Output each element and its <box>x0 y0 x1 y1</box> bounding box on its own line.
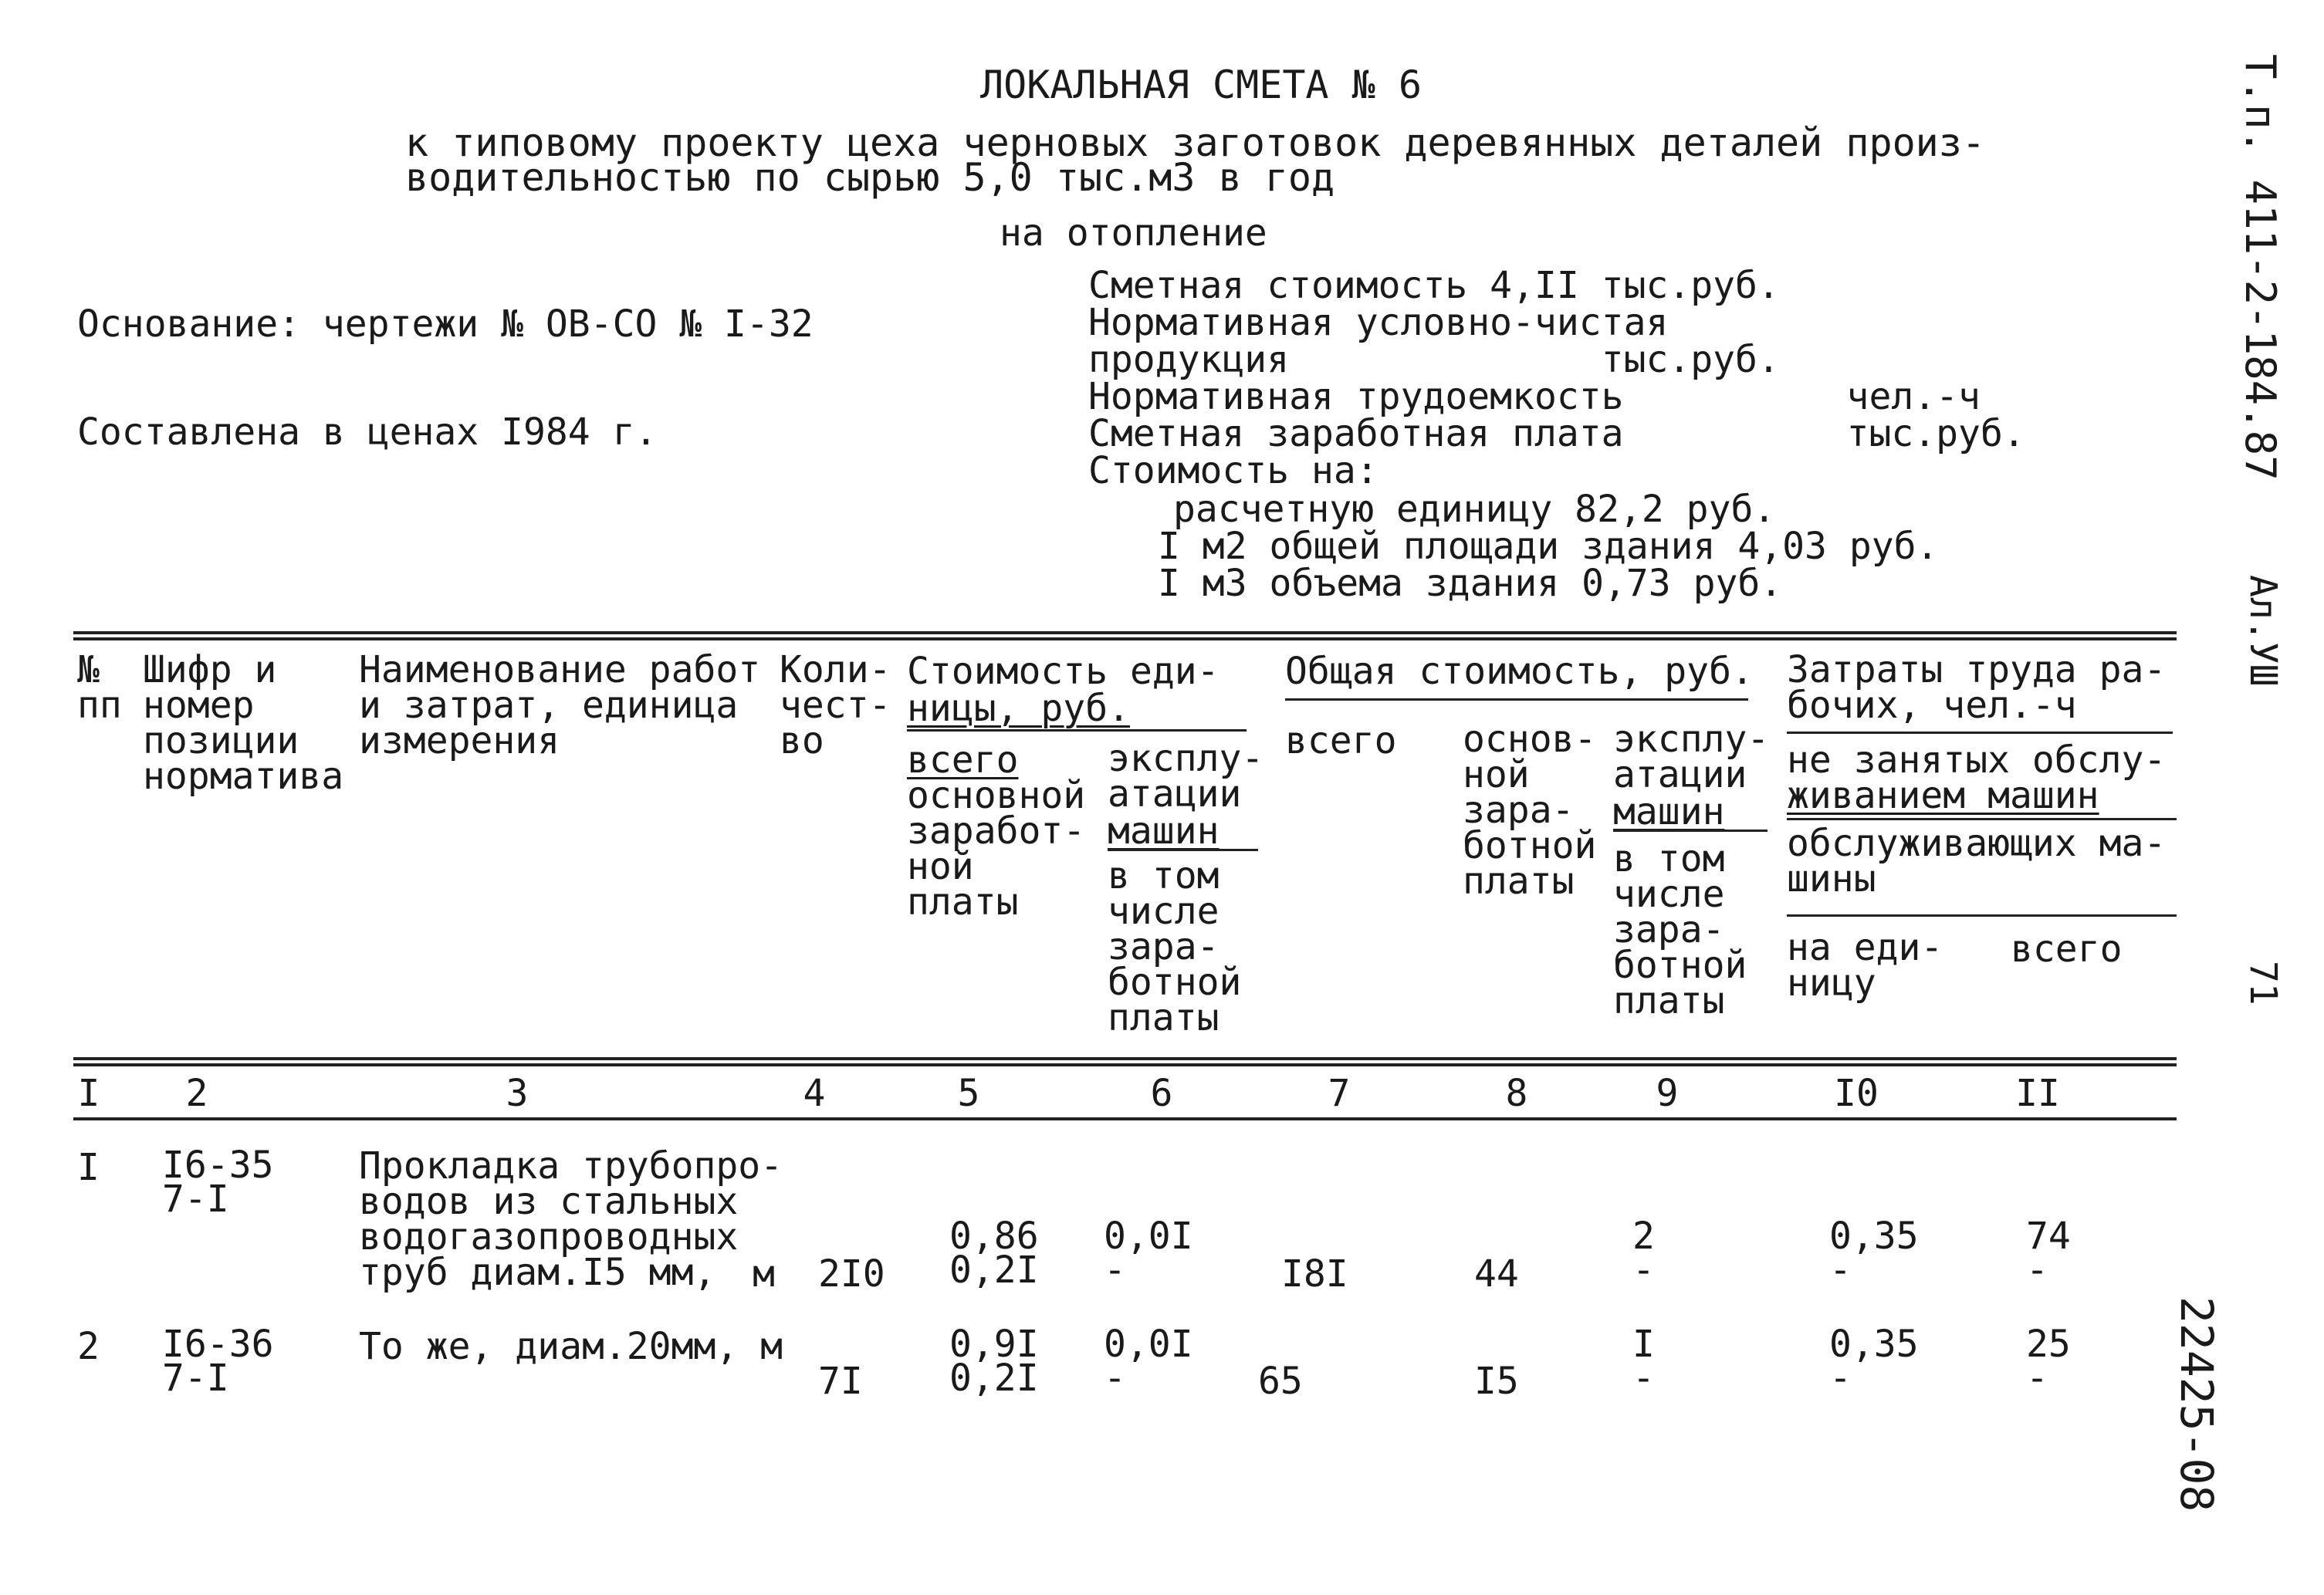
summary-line: продукция тыс.руб. <box>1088 338 1780 381</box>
header-unit-machine-2: машин <box>1108 809 1220 853</box>
doc-subtitle-line1: к типовому проекту цеха черновых заготовок деревянных деталей произ- <box>405 120 1985 165</box>
row-code: I6-36 7-I <box>162 1323 274 1400</box>
rule <box>1787 818 2177 820</box>
table-top-rule <box>73 631 2177 634</box>
rule <box>1108 849 1258 851</box>
col-numbers-rule <box>73 1117 2177 1120</box>
row-labor-total: 25 - <box>2026 1323 2071 1400</box>
summary-line: Стоимость на: <box>1088 449 1379 492</box>
row-total-wage: I5 <box>1474 1360 1519 1403</box>
header-unit-total: всего <box>907 738 1019 782</box>
side-page-number: 71 <box>2241 961 2285 1005</box>
header-unit-cost-2: ницы, руб. <box>907 687 1130 730</box>
col-number: 8 <box>1505 1072 1528 1115</box>
side-album: Ал.УШ <box>2241 575 2285 687</box>
row-name: Прокладка трубопро- водов из стальных водогазопроводных труб диам.I5 мм, <box>359 1144 783 1294</box>
row-total: I8I <box>1281 1252 1348 1296</box>
row-total: 65 <box>1258 1360 1303 1403</box>
row-unit-machine: 0,0I - <box>1104 1323 1193 1400</box>
row-unit: м <box>753 1252 775 1296</box>
side-project-code: Т.п. 411-2-184.87 <box>2236 54 2285 481</box>
header-total-machine-wage: в том числе зара- ботной платы <box>1613 837 1747 1022</box>
col-number: 5 <box>957 1072 980 1115</box>
row-labor-total: 74 - <box>2026 1215 2071 1292</box>
col-number: I <box>77 1072 100 1115</box>
summary-line: расчетную единицу 82,2 руб. <box>1173 488 1776 531</box>
table-header-bottom-rule <box>73 1063 2177 1066</box>
rule <box>1613 830 1768 832</box>
header-qty: Коли- чест- во <box>780 648 891 762</box>
header-unit-cost: Стоимость еди- <box>907 650 1220 693</box>
summary-line: Нормативная трудоемкость чел.-ч <box>1088 375 1981 418</box>
header-unit-machine-wage: в том числе зара- ботной платы <box>1108 854 1242 1039</box>
header-total-cost: Общая стоимость, руб. <box>1285 650 1754 693</box>
row-unit-cost: 0,86 0,2I <box>949 1215 1039 1292</box>
rule <box>1787 914 2177 917</box>
table-top-rule <box>73 637 2177 640</box>
col-number: 4 <box>803 1072 826 1115</box>
rule <box>1285 698 1748 701</box>
col-number: 2 <box>185 1072 208 1115</box>
summary-line: I м2 общей площади здания 4,03 руб. <box>1158 525 1939 568</box>
header-total-wage: основ- ной зара- ботной платы <box>1463 718 1597 903</box>
row-qty: 2I0 <box>818 1252 885 1296</box>
row-num: I <box>77 1146 100 1189</box>
header-unit-wage: основной заработ- ной платы <box>907 774 1086 924</box>
row-unit-cost: 0,9I 0,2I <box>949 1323 1039 1400</box>
header-labor-per-unit: на еди- ницу <box>1787 926 1943 1005</box>
summary-line: I м3 объема здания 0,73 руб. <box>1158 562 1783 605</box>
row-name: То же, диам.20мм, м <box>359 1325 783 1368</box>
summary-line: Нормативная условно-чистая <box>1088 301 1669 344</box>
row-num: 2 <box>77 1325 100 1368</box>
doc-basis: Основание: чертежи № ОВ-СО № I-32 <box>77 302 814 346</box>
row-code: I6-35 7-I <box>162 1144 274 1221</box>
header-total-machine-2: машин <box>1613 790 1725 833</box>
rule <box>1787 732 2173 734</box>
header-code: Шифр и номер позиции норматива <box>143 648 344 798</box>
col-number: II <box>2015 1072 2060 1115</box>
col-number: 7 <box>1328 1072 1351 1115</box>
summary-line: Сметная заработная плата тыс.руб. <box>1088 412 2025 455</box>
header-labor: Затраты труда ра- бочих, чел.-ч <box>1787 648 2167 727</box>
row-total-machine: I - <box>1632 1323 1655 1400</box>
header-num: № пп <box>77 648 122 727</box>
header-labor-total: всего <box>2011 928 2123 971</box>
rule <box>907 729 1247 732</box>
row-labor-unit: 0,35 - <box>1829 1215 1919 1292</box>
header-labor-machine: обслуживающих ма- шины <box>1787 822 2167 901</box>
row-total-wage: 44 <box>1474 1252 1519 1296</box>
doc-title: ЛОКАЛЬНАЯ СМЕТА № 6 <box>980 63 1422 107</box>
row-total-machine: 2 - <box>1632 1215 1655 1292</box>
col-number: 6 <box>1150 1072 1173 1115</box>
col-number: 3 <box>506 1072 529 1115</box>
doc-prices: Составлена в ценах I984 г. <box>77 411 658 454</box>
row-labor-unit: 0,35 - <box>1829 1323 1919 1400</box>
header-labor-not-machine: не занятых обслу- <box>1787 738 2167 782</box>
doc-subtitle-line2: водительностью по сырью 5,0 тыс.м3 в год <box>405 155 1335 200</box>
header-total-machine: эксплу- атации <box>1613 718 1770 796</box>
col-number: 9 <box>1656 1072 1679 1115</box>
header-labor-not-machine-2: живанием машин <box>1787 774 2099 817</box>
header-total-all: всего <box>1285 719 1397 762</box>
summary-line: Сметная стоимость 4,II тыс.руб. <box>1088 264 1780 307</box>
row-unit-machine: 0,0I - <box>1104 1215 1193 1292</box>
header-name: Наименование работ и затрат, единица измерения <box>359 648 761 762</box>
side-doc-number: 22425-08 <box>2170 1296 2223 1512</box>
doc-purpose: на отопление <box>1000 211 1267 255</box>
col-number: I0 <box>1834 1072 1879 1115</box>
row-qty: 7I <box>818 1360 863 1403</box>
header-unit-machine: эксплу- атации <box>1108 737 1264 816</box>
table-header-bottom-rule <box>73 1057 2177 1060</box>
